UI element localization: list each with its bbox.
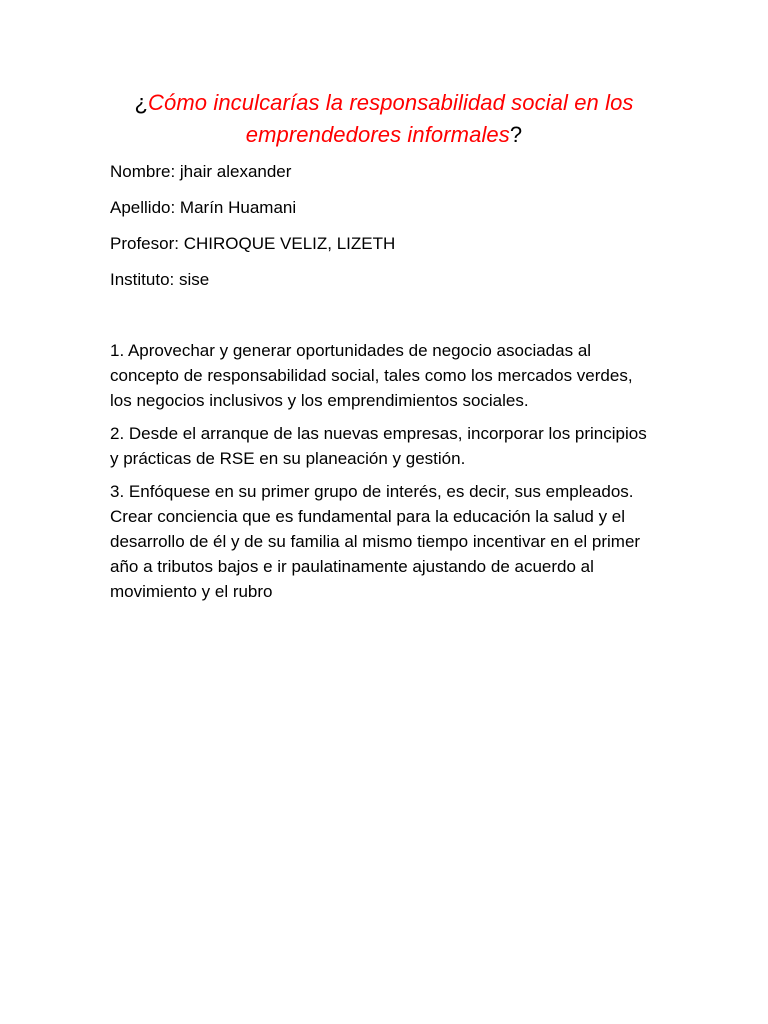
answer-item-2: 2. Desde el arranque de las nuevas empresas, incorporar los principios y prácticas de RSE en su planeación y gestión. <box>110 424 647 468</box>
title-text: Cómo inculcarías la responsabilidad social en los emprendedores informales <box>148 90 634 147</box>
document-title <box>108 87 660 151</box>
title-close-mark: ? <box>509 122 523 147</box>
nombre-line: Nombre: jhair alexander <box>110 162 292 181</box>
profesor-line: Profesor: CHIROQUE VELIZ, LIZETH <box>110 234 396 253</box>
answer-item-1: 1. Aprovechar y generar oportunidades de negocio asociadas al concepto de responsabilidad social, tales como los mercados verdes, los negocios inclusivos y los emprendimientos sociales. <box>110 341 633 410</box>
apellido-line: Apellido: Marín Huamani <box>110 198 297 217</box>
instituto-line: Instituto: sise <box>110 270 210 289</box>
student-info <box>110 160 670 304</box>
answer-item-3: 3. Enfóquese en su primer grupo de interés, es decir, sus empleados. Crear conciencia que es fundamental para la educación la salud y el desarrollo de él y de su familia al mismo tiempo incentivar en el primer año a tributos bajos e ir paulatinamente ajustando de acuerdo al movimiento y el rubro <box>110 482 641 601</box>
title-open-mark: ¿ <box>134 90 149 115</box>
answer-list <box>110 338 655 612</box>
